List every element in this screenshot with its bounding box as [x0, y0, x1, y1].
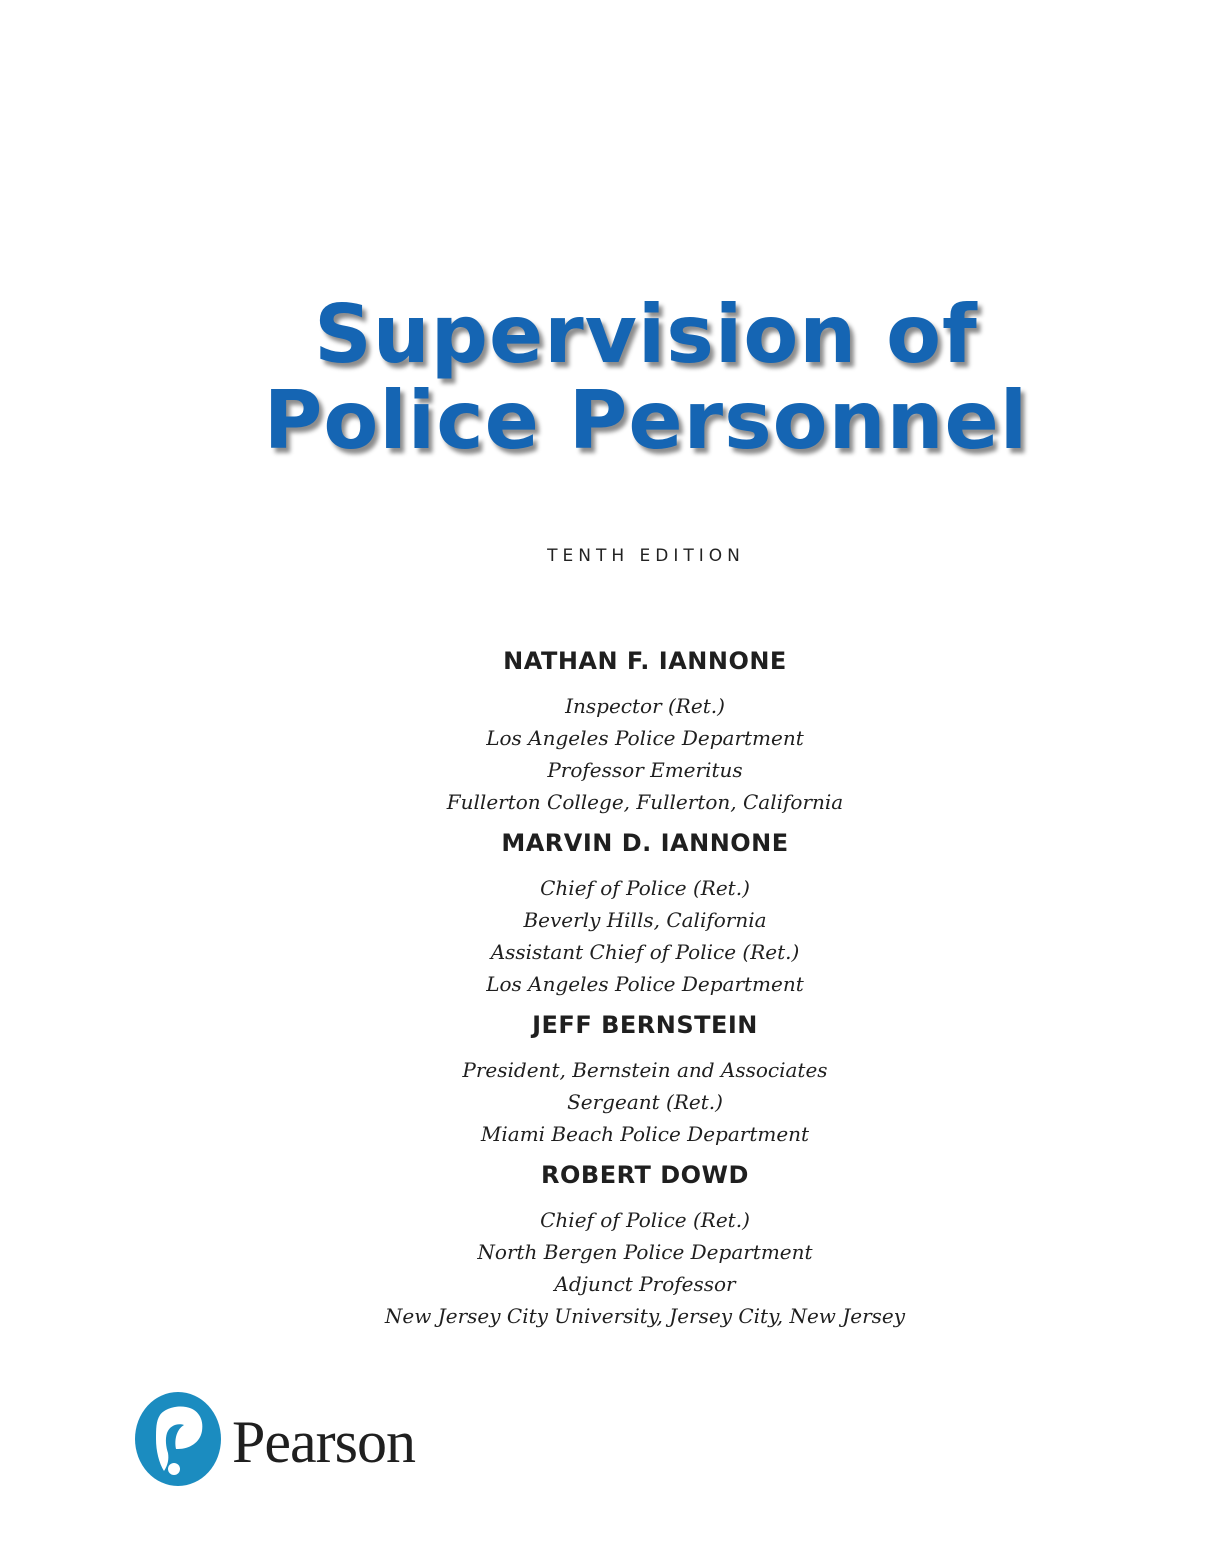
author-affiliation: Sergeant (Ret.) — [567, 1090, 723, 1114]
author-affiliation: Professor Emeritus — [547, 758, 743, 782]
book-title-line-1: Supervision of — [314, 288, 978, 381]
author-name: ROBERT DOWD — [541, 1161, 749, 1189]
pearson-p-icon — [134, 1391, 222, 1487]
author-affiliation: Los Angeles Police Department — [486, 726, 804, 750]
book-title-line-2: Police Personnel — [263, 374, 1029, 467]
author-affiliation: New Jersey City University, Jersey City, New Jersey — [384, 1304, 906, 1328]
author-affiliation: Miami Beach Police Department — [480, 1122, 810, 1146]
author-jeff-bernstein — [0, 1010, 1224, 1150]
author-affiliation: Chief of Police (Ret.) — [540, 876, 750, 900]
publisher-name: Pearson — [232, 1408, 415, 1475]
author-affiliation: Inspector (Ret.) — [565, 694, 725, 718]
author-affiliation: Assistant Chief of Police (Ret.) — [490, 940, 800, 964]
author-affiliation: Beverly Hills, California — [523, 908, 767, 932]
author-name: MARVIN D. IANNONE — [501, 829, 789, 857]
author-affiliation: President, Bernstein and Associates — [462, 1058, 828, 1082]
author-affiliation: Fullerton College, Fullerton, California — [446, 790, 844, 814]
author-affiliation: Los Angeles Police Department — [486, 972, 804, 996]
author-list — [0, 646, 1224, 1332]
author-name: NATHAN F. IANNONE — [503, 647, 787, 675]
author-affiliation: North Bergen Police Department — [477, 1240, 813, 1264]
author-affiliation: Chief of Police (Ret.) — [540, 1208, 750, 1232]
edition-label: TENTH EDITION — [547, 546, 745, 566]
publisher-logo — [134, 1391, 415, 1487]
author-name: JEFF BERNSTEIN — [532, 1011, 758, 1039]
author-robert-dowd — [0, 1160, 1224, 1332]
author-marvin-iannone — [0, 828, 1224, 1000]
book-title — [0, 288, 1224, 467]
author-affiliation: Adjunct Professor — [554, 1272, 736, 1296]
author-nathan-iannone — [0, 646, 1224, 818]
